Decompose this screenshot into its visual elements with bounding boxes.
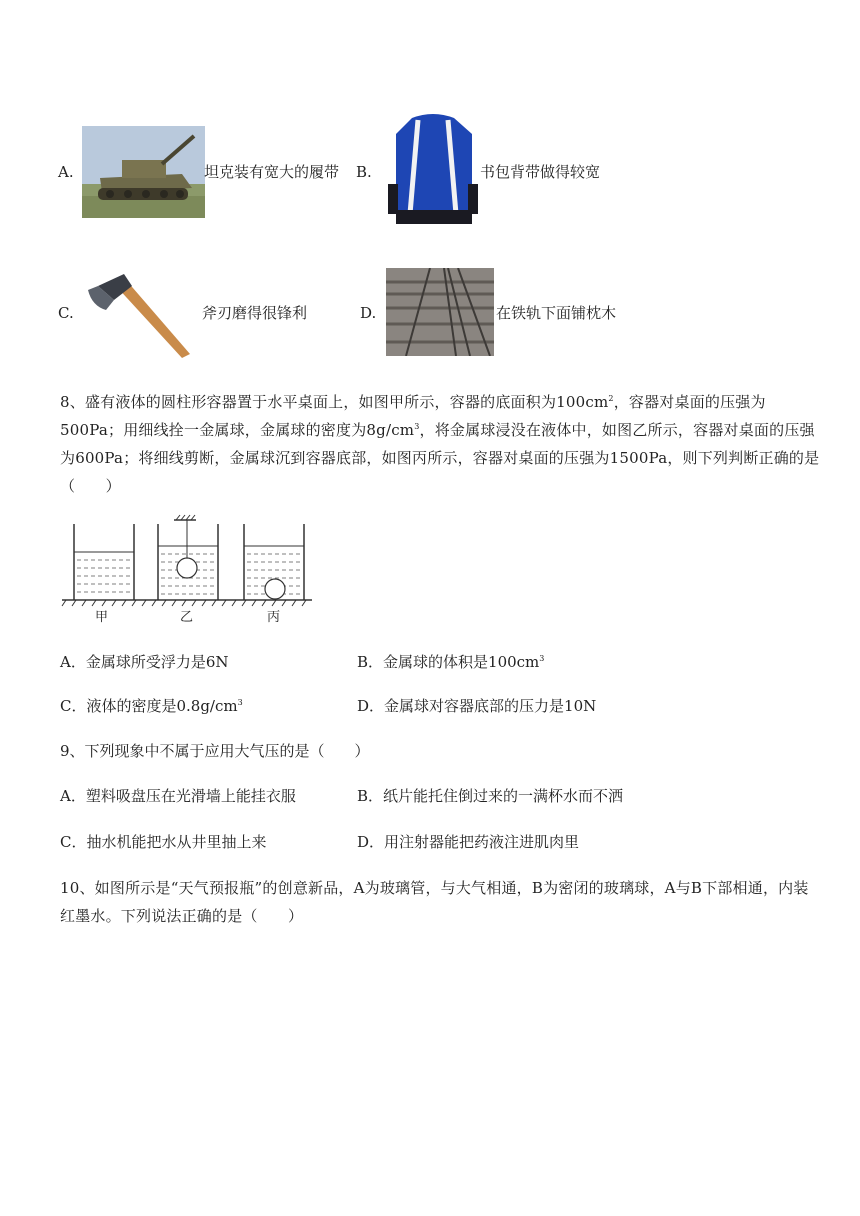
q8-text-part-2: ，容器对桌面的压强为500Pa；用细线拴一金属球，金属球的密度为8g/cm (60, 393, 766, 439)
option-b-letter: B. (356, 163, 372, 181)
q8-option-b (357, 652, 544, 672)
q8-superscript-2: 3 (414, 422, 420, 431)
q8-text-part-3: ，将金属球浸没在液体中，如图乙所示，容器对桌面的压强为600Pa；将细线剪断，金属球沉到容器底部，如图丙所示，容器对桌面的压强为1500Pa，则下列判断正确的是（ ） (60, 421, 820, 495)
option-c-letter: C. (58, 304, 74, 322)
q9-option-d: D．用注射器能把药液注进肌肉里 (357, 833, 580, 851)
q8-option-a: A．金属球所受浮力是6N (60, 653, 229, 671)
axe-image (84, 266, 200, 366)
q8-text-part-1: 8、盛有液体的圆柱形容器置于水平桌面上，如图甲所示，容器的底面积为100cm (60, 393, 609, 411)
q8-option-c-text: C．液体的密度是0.8g/cm (60, 697, 238, 715)
figure-label-yi: 乙 (180, 610, 194, 625)
q8-option-c-sup: 3 (237, 698, 243, 707)
q9-option-b: B．纸片能托住倒过来的一满杯水而不洒 (357, 787, 624, 805)
option-d-letter: D. (360, 304, 377, 322)
q9-option-c: C．抽水机能把水从井里抽上来 (60, 833, 267, 851)
q8-option-c (60, 696, 243, 716)
option-d-text: 在铁轨下面铺枕木 (496, 304, 617, 322)
q8-option-b-text: B．金属球的体积是100cm (357, 653, 540, 671)
q9-option-a: A．塑料吸盘压在光滑墙上能挂衣服 (60, 787, 296, 805)
q8-option-d: D．金属球对容器底部的压力是10N (357, 697, 597, 715)
option-a-letter: A. (58, 163, 74, 181)
railway-image (386, 268, 494, 356)
question-8-stem (60, 388, 820, 500)
q8-superscript-1: 2 (608, 394, 614, 403)
figure-label-bing: 丙 (267, 610, 281, 625)
question-9-stem: 9、下列现象中不属于应用大气压的是（ ） (60, 742, 370, 760)
tank-image (82, 126, 205, 218)
option-b-text: 书包背带做得较宽 (480, 163, 601, 181)
backpack-image (388, 114, 478, 234)
q8-option-b-sup: 3 (539, 654, 545, 663)
option-c-text: 斧刃磨得很锋利 (202, 304, 308, 322)
question-10-stem: 10、如图所示是“天气预报瓶”的创意新品，A为玻璃管，与大气相通，B为密闭的玻璃球，A与B下部相通，内装红墨水。下列说法正确的是（ ） (60, 879, 809, 925)
option-a-text: 坦克装有宽大的履带 (204, 163, 340, 181)
figure-label-jia: 甲 (95, 610, 109, 625)
